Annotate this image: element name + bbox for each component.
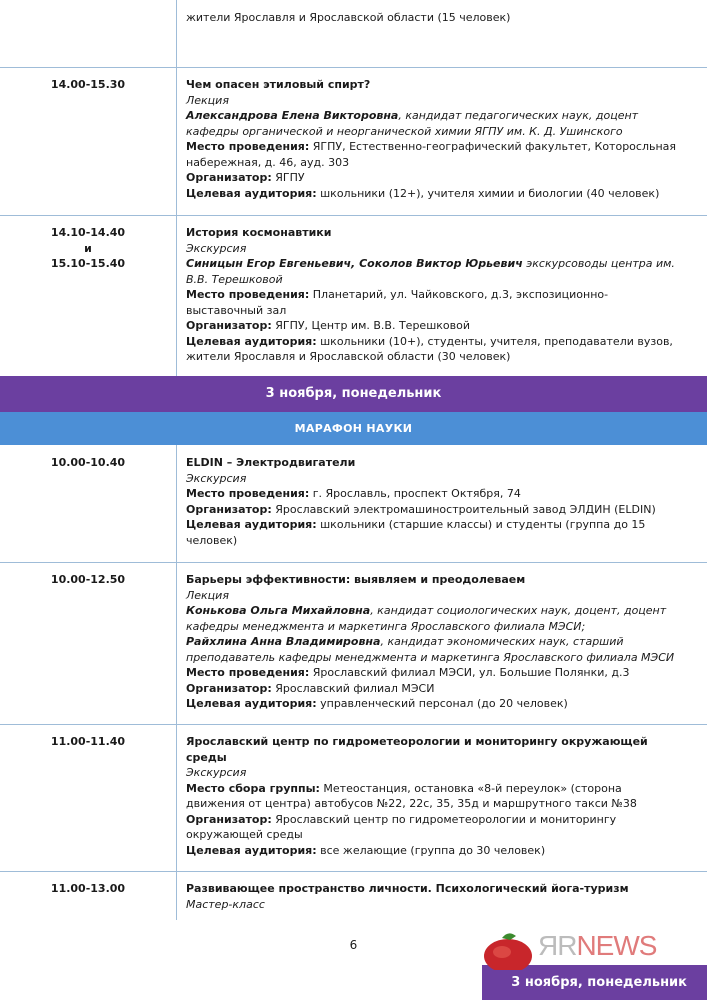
speaker-line [186, 256, 691, 272]
footer-day-label: 3 ноября, понедельник [482, 965, 707, 1000]
detail-line [186, 681, 691, 697]
time-line: 10.00-12.50 [50, 573, 126, 586]
speaker-line [186, 108, 691, 124]
detail-value: школьники (12+), учителя химии и биологии (40 человек) [316, 186, 660, 200]
detail-label: Место проведения: [186, 140, 310, 153]
detail-label: Место проведения: [186, 666, 310, 679]
time-line: 15.10-15.40 [50, 257, 126, 270]
detail-line [186, 486, 691, 502]
day-header: 3 ноября, понедельник [0, 376, 707, 412]
table-row [0, 724, 707, 872]
detail-line [186, 186, 691, 202]
event-type: Лекция [186, 93, 229, 107]
detail-line [186, 318, 691, 334]
speaker-info: , кандидат экономических наук, старший [380, 635, 624, 648]
detail-line [186, 843, 691, 859]
speaker-line [186, 603, 691, 619]
detail-value: все желающие (группа до 30 человек) [316, 843, 546, 857]
detail-line [186, 334, 691, 350]
event-title: История космонавтики [186, 226, 332, 239]
table-row [0, 0, 707, 68]
time-line: 14.00-15.30 [50, 78, 126, 91]
detail-label: Целевая аудитория: [186, 334, 317, 348]
column-divider [176, 445, 177, 562]
detail-label: Целевая аудитория: [186, 518, 317, 531]
detail-label: Целевая аудитория: [186, 843, 317, 857]
time-line: 11.00-11.40 [50, 735, 126, 748]
detail-line [186, 812, 691, 828]
time-line: 11.00-13.00 [50, 882, 126, 895]
detail-text: выставочный зал [186, 303, 287, 317]
detail-line [186, 170, 691, 186]
column-divider [176, 215, 177, 376]
column-divider [176, 0, 177, 67]
detail-value: ЯГПУ [271, 171, 305, 184]
detail-label: Место проведения: [186, 487, 310, 500]
speaker-info: преподаватель кафедры менеджмента и маркетинга Ярославского филиала МЭСИ [186, 650, 675, 664]
speaker-name: Райхлина Анна Владимировна [186, 635, 381, 648]
event-title: Развивающее пространство личности. Психологический йога-туризм [186, 882, 629, 895]
detail-label: Место сбора группы: [186, 781, 320, 795]
speaker-info: В.В. Терешковой [186, 272, 283, 286]
detail-value: школьники (10+), студенты, учителя, преподаватели вузов, [316, 334, 673, 348]
detail-value: Ярославский филиал МЭСИ [271, 681, 435, 695]
detail-label: Место проведения: [186, 288, 310, 301]
detail-value: ЯГПУ, Естественно-географический факультет, Которосльная [309, 140, 677, 153]
detail-label: Организатор: [186, 502, 272, 516]
detail-label: Организатор: [186, 681, 272, 695]
column-divider [176, 67, 177, 215]
detail-text: жители Ярославля и Ярославской области (15 человек) [186, 11, 511, 24]
event-details [186, 225, 691, 365]
column-divider [176, 871, 177, 920]
detail-label: Организатор: [186, 171, 272, 184]
detail-line [186, 665, 691, 681]
event-time [0, 734, 176, 750]
event-details [186, 734, 691, 858]
table-row [0, 871, 707, 920]
table-row [0, 215, 707, 376]
speaker-info: кафедры менеджмента и маркетинга Ярославского филиала МЭСИ; [186, 619, 586, 633]
yarnews-logo: ЯRNEWS [538, 930, 657, 961]
page-number: 6 [349, 938, 358, 952]
table-row [0, 67, 707, 216]
detail-label: Целевая аудитория: [186, 697, 317, 710]
event-details [186, 10, 691, 26]
detail-line [186, 696, 691, 712]
speaker-info: кафедры органической и неорганической химии ЯГПУ им. К. Д. Ушинского [186, 124, 623, 138]
detail-value: Метеостанция, остановка «8-й переулок» (сторона [319, 781, 622, 795]
table-row [0, 562, 707, 725]
speaker-name: Синицын Егор Евгеньевич, Соколов Виктор Юрьевич [186, 257, 523, 270]
time-line: 14.10-14.40 [50, 226, 126, 239]
detail-value: Ярославский филиал МЭСИ, ул. Большие Полянки, д.3 [309, 666, 630, 679]
event-time [0, 77, 176, 93]
event-title: Чем опасен этиловый спирт? [186, 78, 371, 91]
detail-value: Ярославский электромашиностроительный завод ЭЛДИН (ELDIN) [271, 502, 656, 516]
detail-text: набережная, д. 46, ауд. 303 [186, 155, 350, 169]
event-time [0, 225, 176, 272]
event-type: Мастер-класс [186, 897, 265, 911]
event-details [186, 77, 691, 201]
event-time [0, 881, 176, 897]
event-title: среды [186, 750, 227, 764]
detail-value: Ярославский центр по гидрометеорологии и мониторингу [271, 812, 617, 826]
detail-value: г. Ярославль, проспект Октября, 74 [309, 487, 521, 500]
section-header: МАРАФОН НАУКИ [0, 412, 707, 445]
detail-label: Организатор: [186, 319, 272, 332]
detail-value: управленческий персонал (до 20 человек) [316, 697, 568, 710]
detail-text: жители Ярославля и Ярославской области (30 человек) [186, 350, 511, 363]
time-line: 10.00-10.40 [50, 456, 126, 469]
speaker-name: Александрова Елена Викторовна [186, 109, 399, 122]
detail-text: окружающей среды [186, 828, 303, 841]
event-title: ELDIN – Электродвигатели [186, 456, 356, 469]
detail-value: ЯГПУ, Центр им. В.В. Терешковой [271, 319, 470, 332]
event-type: Экскурсия [186, 766, 247, 779]
detail-line [186, 781, 691, 797]
event-type: Экскурсия [186, 241, 247, 255]
speaker-info: экскурсоводы центра им. [522, 257, 675, 270]
column-divider [176, 724, 177, 871]
event-details [186, 881, 691, 912]
speaker-info: , кандидат педагогических наук, доцент [398, 109, 639, 122]
event-title: Ярославский центр по гидрометеорологии и мониторингу окружающей [186, 735, 648, 748]
speaker-info: , кандидат социологических наук, доцент, доцент [370, 604, 667, 617]
detail-text: человек) [186, 533, 238, 547]
detail-line [186, 287, 691, 303]
event-time [0, 455, 176, 471]
detail-label: Организатор: [186, 812, 272, 826]
detail-line [186, 139, 691, 155]
speaker-line [186, 634, 691, 650]
event-title: Барьеры эффективности: выявляем и преодолеваем [186, 573, 526, 586]
time-line: и [84, 241, 92, 255]
detail-line [186, 517, 691, 533]
detail-value: Планетарий, ул. Чайковского, д.3, экспозиционно- [309, 288, 609, 301]
detail-text: движения от центра) автобусов №22, 22с, 35, 35д и маршрутного такси №38 [186, 797, 637, 810]
event-details [186, 572, 691, 712]
detail-label: Целевая аудитория: [186, 186, 317, 200]
table-row [0, 445, 707, 563]
event-details [186, 455, 691, 548]
speaker-name: Конькова Ольга Михайловна [186, 604, 371, 617]
event-type: Лекция [186, 588, 229, 602]
column-divider [176, 562, 177, 724]
detail-line [186, 502, 691, 518]
event-type: Экскурсия [186, 471, 247, 485]
detail-value: школьники (старшие классы) и студенты (группа до 15 [316, 518, 646, 531]
event-time [0, 572, 176, 588]
